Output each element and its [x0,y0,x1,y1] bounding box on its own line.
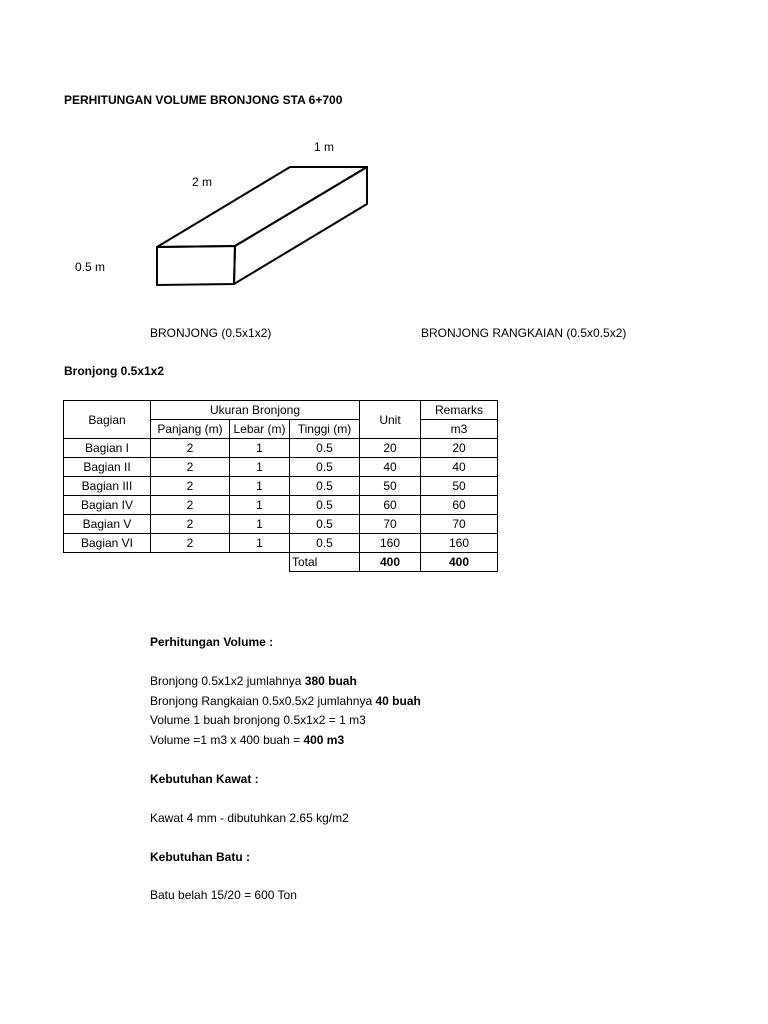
cell-panjang: 2 [151,477,230,496]
calc-line-bronjong [150,674,357,688]
total-remarks: 400 [421,553,498,572]
cell-remarks: 70 [421,515,498,534]
header-bagian: Bagian [64,401,151,439]
cell-lebar: 1 [230,515,290,534]
cell-unit: 20 [360,439,421,458]
table-row [64,477,498,496]
dim-height-label: 0.5 m [75,260,106,274]
table-row [64,515,498,534]
caption-bronjong-rangkaian: BRONJONG RANGKAIAN (0.5x0.5x2) [421,326,627,340]
calc-line-text: Bronjong Rangkaian 0.5x0.5x2 jumlahnya [150,694,376,708]
cell-tinggi: 0.5 [290,439,360,458]
cell-bagian: Bagian II [64,458,151,477]
cell-unit: 60 [360,496,421,515]
header-remarks: Remarks [421,401,498,420]
cell-bagian: Bagian VI [64,534,151,553]
cell-bagian: Bagian V [64,515,151,534]
cell-tinggi: 0.5 [290,496,360,515]
cell-unit: 70 [360,515,421,534]
calc-line-text: Volume =1 m3 x 400 buah = [150,733,304,747]
total-label: Total [290,553,360,572]
calc-line-rangkaian [150,694,421,708]
dim-length-label: 2 m [192,175,213,189]
kawat-line: Kawat 4 mm - dibutuhkan 2.65 kg/m2 [150,811,349,825]
cell-tinggi: 0.5 [290,534,360,553]
cell-unit: 160 [360,534,421,553]
cell-panjang: 2 [151,458,230,477]
calc-line-value: 40 buah [375,694,421,708]
cell-lebar: 1 [230,496,290,515]
cell-lebar: 1 [230,458,290,477]
cell-panjang: 2 [151,439,230,458]
cell-lebar: 1 [230,477,290,496]
section-title: Bronjong 0.5x1x2 [64,364,165,378]
header-unit: Unit [360,401,421,439]
kawat-heading: Kebutuhan Kawat : [150,772,259,786]
cell-unit: 50 [360,477,421,496]
header-remarks-unit: m3 [421,420,498,439]
table-row [64,439,498,458]
calc-line-volume-unit: Volume 1 buah bronjong 0.5x1x2 = 1 m3 [150,713,366,727]
cell-panjang: 2 [151,534,230,553]
total-unit: 400 [360,553,421,572]
caption-bronjong: BRONJONG (0.5x1x2) [150,326,272,340]
batu-heading: Kebutuhan Batu : [150,850,250,864]
bronjong-box-diagram [0,0,768,320]
cell-remarks: 50 [421,477,498,496]
cell-remarks: 20 [421,439,498,458]
cell-remarks: 60 [421,496,498,515]
header-lebar: Lebar (m) [230,420,290,439]
table-header-row [64,401,498,420]
cell-bagian: Bagian IV [64,496,151,515]
dim-width-label: 1 m [314,140,335,154]
cell-remarks: 160 [421,534,498,553]
cell-panjang: 2 [151,496,230,515]
box-top-face [157,167,367,247]
perhitungan-heading: Perhitungan Volume : [150,635,274,649]
cell-tinggi: 0.5 [290,477,360,496]
cell-unit: 40 [360,458,421,477]
header-panjang: Panjang (m) [151,420,230,439]
total-spacer [64,553,290,572]
volume-table [63,400,498,572]
batu-line: Batu belah 15/20 = 600 Ton [150,888,297,902]
calc-line-volume-total [150,733,344,747]
table-row [64,496,498,515]
cell-bagian: Bagian I [64,439,151,458]
table-row [64,534,498,553]
calc-line-text: Bronjong 0.5x1x2 jumlahnya [150,674,305,688]
box-front-face [157,246,235,285]
header-tinggi: Tinggi (m) [290,420,360,439]
cell-remarks: 40 [421,458,498,477]
cell-lebar: 1 [230,439,290,458]
cell-bagian: Bagian III [64,477,151,496]
calc-line-value: 380 buah [304,674,357,688]
cell-lebar: 1 [230,534,290,553]
table-row [64,458,498,477]
header-ukuran-bronjong: Ukuran Bronjong [151,401,360,420]
box-side-face [234,167,367,284]
cell-tinggi: 0.5 [290,515,360,534]
calc-line-value: 400 m3 [303,733,345,747]
page-title: PERHITUNGAN VOLUME BRONJONG STA 6+700 [64,93,343,107]
cell-panjang: 2 [151,515,230,534]
table-total-row [64,553,498,572]
cell-tinggi: 0.5 [290,458,360,477]
